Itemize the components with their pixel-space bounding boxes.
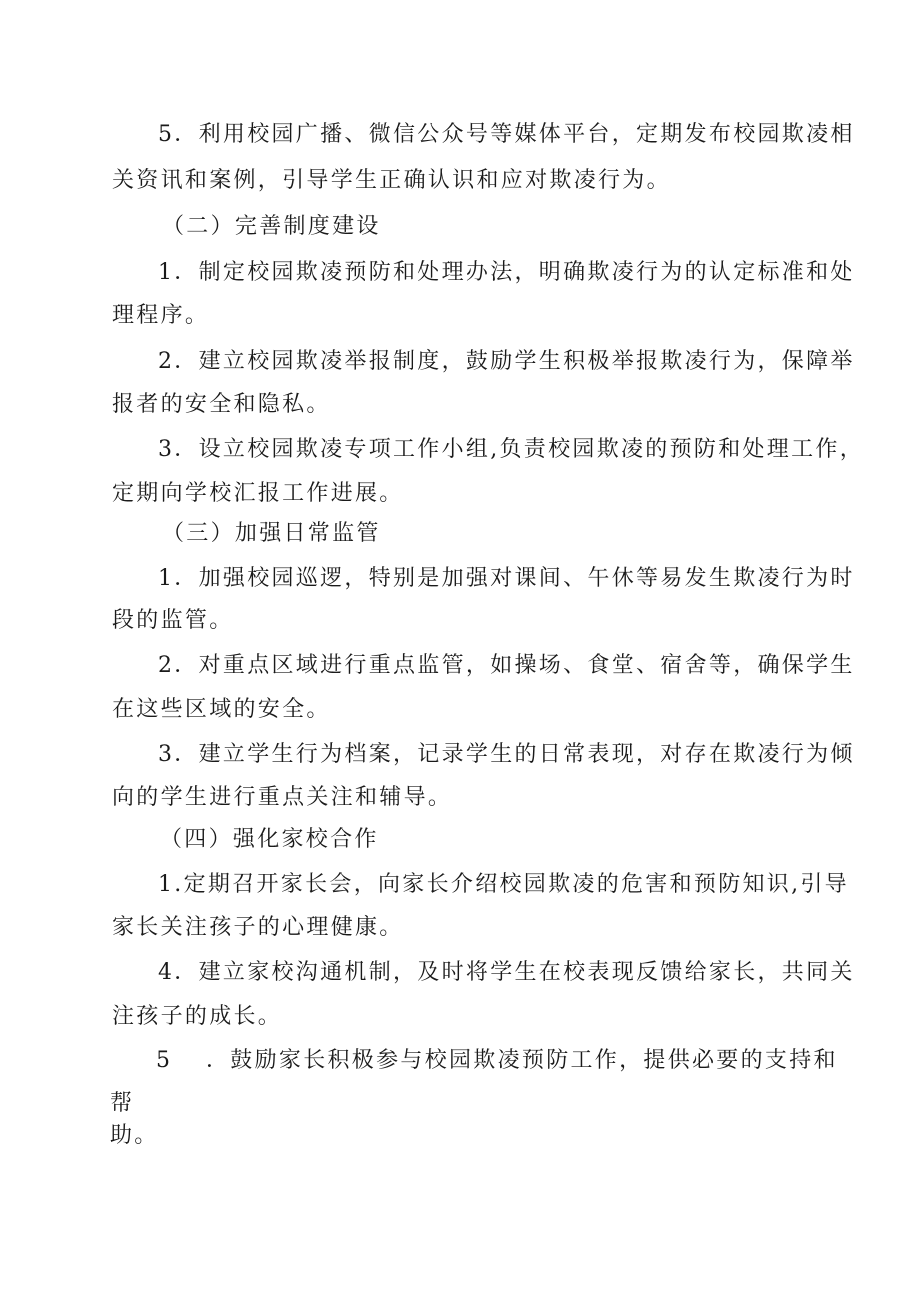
paragraph-text: 定期向学校汇报工作进展。 [112, 481, 404, 506]
paragraph-text: 注孩子的成长。 [112, 1004, 283, 1029]
paragraph-text: 报者的安全和隐私。 [112, 392, 331, 417]
paragraph-line [0, 120, 920, 150]
paragraph-line [0, 913, 920, 943]
paragraph-text: 1．制定校园欺凌预防和处理办法，明确欺凌行为的认定标准和处 [158, 260, 855, 285]
paragraph-text: ．鼓励家长积极参与校园欺凌预防工作，提供必要的支持和 [206, 1048, 838, 1073]
paragraph-text: 在这些区域的安全。 [112, 697, 331, 722]
paragraph-line [0, 1046, 920, 1076]
paragraph-text: 5．利用校园广播、微信公众号等媒体平台，定期发布校园欺凌相 [158, 122, 855, 147]
paragraph-line [0, 564, 920, 594]
paragraph-line [0, 301, 920, 331]
paragraph-text: 3．设立校园欺凌专项工作小组,负责校园欺凌的预防和处理工作， [158, 437, 864, 462]
section-heading-text: （三）加强日常监管 [162, 521, 381, 546]
paragraph-line [0, 435, 920, 465]
paragraph-text: 关资讯和案例，引导学生正确认识和应对欺凌行为。 [112, 168, 671, 193]
paragraph-line [0, 606, 920, 636]
paragraph-text: 帮 [110, 1091, 135, 1116]
section-heading [0, 212, 920, 242]
paragraph-line [0, 695, 920, 725]
paragraph-text: 助。 [110, 1123, 159, 1148]
paragraph-text: 1．加强校园巡逻，特别是加强对课间、午休等易发生欺凌行为时 [158, 566, 855, 591]
paragraph-text: 向的学生进行重点关注和辅导。 [112, 785, 453, 810]
paragraph-line [0, 958, 920, 988]
paragraph-text: 家长关注孩子的心理健康。 [112, 915, 404, 940]
paragraph-text: 段的监管。 [112, 608, 234, 633]
paragraph-line [0, 740, 920, 770]
paragraph-line [0, 166, 920, 196]
paragraph-text: 3．建立学生行为档案，记录学生的日常表现，对存在欺凌行为倾 [158, 742, 855, 767]
section-heading-text: （四）强化家校合作 [160, 827, 379, 852]
paragraph-text: 2．对重点区域进行重点监管，如操场、食堂、宿舍等，确保学生 [158, 653, 855, 678]
paragraph-text: 2．建立校园欺凌举报制度，鼓励学生积极举报欺凌行为，保障举 [158, 349, 855, 374]
paragraph-text: 4．建立家校沟通机制，及时将学生在校表现反馈给家长，共同关 [158, 960, 855, 985]
paragraph-line [0, 258, 920, 288]
paragraph-line [0, 870, 920, 900]
paragraph-line [0, 651, 920, 681]
section-heading [0, 519, 920, 549]
paragraph-line [0, 1002, 920, 1032]
paragraph-text: 1.定期召开家长会，向家长介绍校园欺凌的危害和预防知识,引导 [158, 872, 849, 897]
paragraph-line [0, 479, 920, 509]
paragraph-text: 理程序。 [112, 303, 210, 328]
paragraph-line [0, 1089, 920, 1119]
paragraph-line [0, 783, 920, 813]
section-heading-text: （二）完善制度建设 [162, 214, 381, 239]
paragraph-number: 5 [156, 1048, 173, 1073]
paragraph-line [0, 347, 920, 377]
paragraph-line [0, 390, 920, 420]
paragraph-line [0, 1121, 920, 1151]
section-heading [0, 825, 920, 855]
